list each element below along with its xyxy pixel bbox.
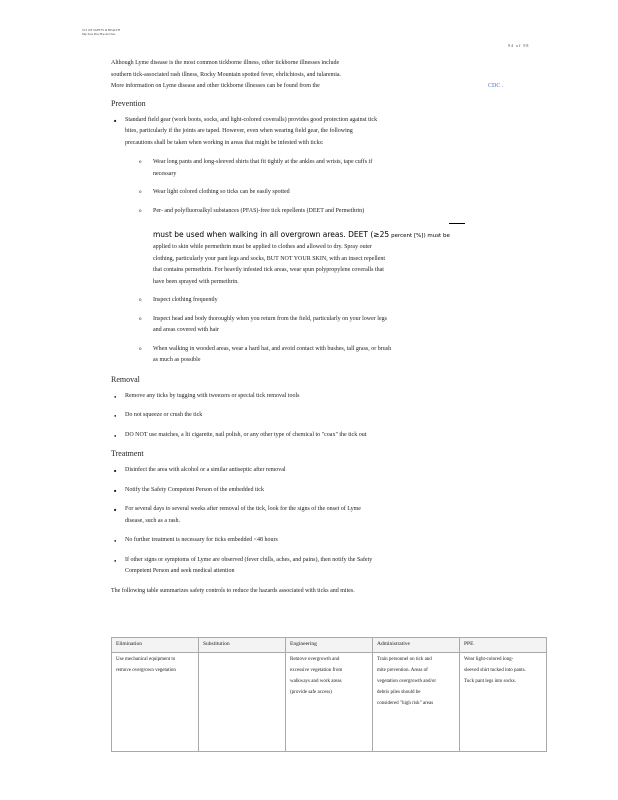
list-item: o Wear light colored clothing so ticks can be easily spotted <box>125 187 393 199</box>
prevention-sublist <box>125 157 450 367</box>
intro-line-3: More information on Lyme disease and other tickborne illnesses can be found from the <box>111 83 320 89</box>
header-line-1: SLT 100 SAFETY & HEALTH <box>82 28 120 32</box>
cell-ppe: Wear light-colored long-sleeved shirt tucked into pants. Tuck pant legs into socks. <box>460 653 547 752</box>
list-item: ● Remove any ticks by tugging with tweezers or special tick removal tools <box>111 391 380 403</box>
removal-list <box>111 391 531 442</box>
list-item: o Inspect clothing frequently <box>125 295 393 307</box>
list-item: ● DO NOT use matches, a lit cigarette, nail polish, or any other type of chemical to "coax" the tick out <box>111 430 380 442</box>
page-number: 94 of 98 <box>508 43 530 48</box>
cell-engineering: Remove overgrowth and excessive vegetation from walkways and work areas (provide safe access) <box>286 653 373 752</box>
list-item <box>111 115 450 367</box>
treatment-heading: Treatment <box>111 449 144 458</box>
cell-administrative: Train personnel on tick and mite prevention. Areas of vegetation overgrowth and/or debris piles should be considered "high risk" areas <box>373 653 460 752</box>
prevention-list <box>111 115 531 367</box>
intro-line-2: southern tick-associated rash illness, Rocky Mountain spotted fever, ehrlichiosis, and tularemia. <box>111 71 342 78</box>
header-engineering: Engineering <box>286 638 373 653</box>
underline-mark <box>449 217 465 224</box>
document-header <box>82 28 120 36</box>
list-item: o Wear long pants and long-sleeved shirts that fit tightly at the ankles and wrists, tape cuffs if necessary <box>125 157 393 180</box>
list-item: o Inspect head and body thoroughly when you return from the field, particularly on your lower legs and areas covered with hair <box>125 314 393 337</box>
cell-substitution <box>199 653 286 752</box>
header-administrative: Administrative <box>373 638 460 653</box>
list-item: ● No further treatment is necessary for ticks embedded <48 hours <box>111 535 380 547</box>
header-ppe: PPE <box>460 638 547 653</box>
cdc-link[interactable]: CDC . <box>488 83 504 89</box>
list-item: ■ Disinfect the area with alcohol or a similar antiseptic after removal <box>111 465 380 477</box>
table-header-row <box>112 638 547 653</box>
controls-table <box>111 637 547 752</box>
list-item-repellents: o Per- and polyfluoroalkyl substances (PFAS)-free tick repellents (DEET and Permethrin) must be used when walking in all overgrown areas. DEET (≥25 percent [%]) must be applied to skin while permethrin must be applied to clothes and allowed to dry. Spray outer clothing, particularly your pant legs and socks, BUT NOT YOUR SKIN, with an insect repellent that contains permethrin. For heavily infested tick areas, wear spun polypropylene coveralls that have been sprayed with permethrin. <box>125 206 393 289</box>
header-elimination: Elimination <box>112 638 199 653</box>
header-line-2: Imp Sees Pure Bas Ant Stes <box>82 32 116 36</box>
list-item: o When walking in wooded areas, wear a hard hat, and avoid contact with bushes, tall grass, or brush as much as possible <box>125 344 393 367</box>
document-body <box>111 58 531 597</box>
intro-line-1: Although Lyme disease is the most common tickborne illness, other tickborne illnesses include <box>111 60 340 66</box>
intro-paragraph <box>111 58 511 93</box>
list-item: ■ For several days to several weeks after removal of the tick, look for the signs of the onset of Lyme disease, such as a rash. <box>111 504 380 527</box>
table-caption: The following table summarizes safety controls to reduce the hazards associated with ticks and mites. <box>111 587 355 594</box>
treatment-list <box>111 465 531 578</box>
cell-elimination: Use mechanical equipment to remove overgrown vegetation <box>112 653 199 752</box>
list-item: ● If other signs or symptoms of Lyme are observed (fever chills, aches, and pains), then notify the Safety Competent Person and seek medical attention <box>111 555 380 578</box>
table-row <box>112 653 547 752</box>
header-substitution: Substitution <box>199 638 286 653</box>
removal-heading: Removal <box>111 374 140 384</box>
list-item: ■ Notify the Safety Competent Person of the embedded tick <box>111 485 380 497</box>
list-item: ● Do not squeeze or crush the tick <box>111 410 380 422</box>
prevention-heading: Prevention <box>111 98 146 108</box>
edited-text-overlay: must be used when walking in all overgrown areas. DEET (≥25 percent [%]) must be <box>153 229 450 239</box>
prevention-main-text: ■ Standard field gear (work boots, socks, and light-colored coveralls) provides good protection against tick bites, particularly if the joints are taped. However, even when wearing field gear, the following precautions shall be taken when working in areas that might be infested with ticks: <box>125 116 378 146</box>
